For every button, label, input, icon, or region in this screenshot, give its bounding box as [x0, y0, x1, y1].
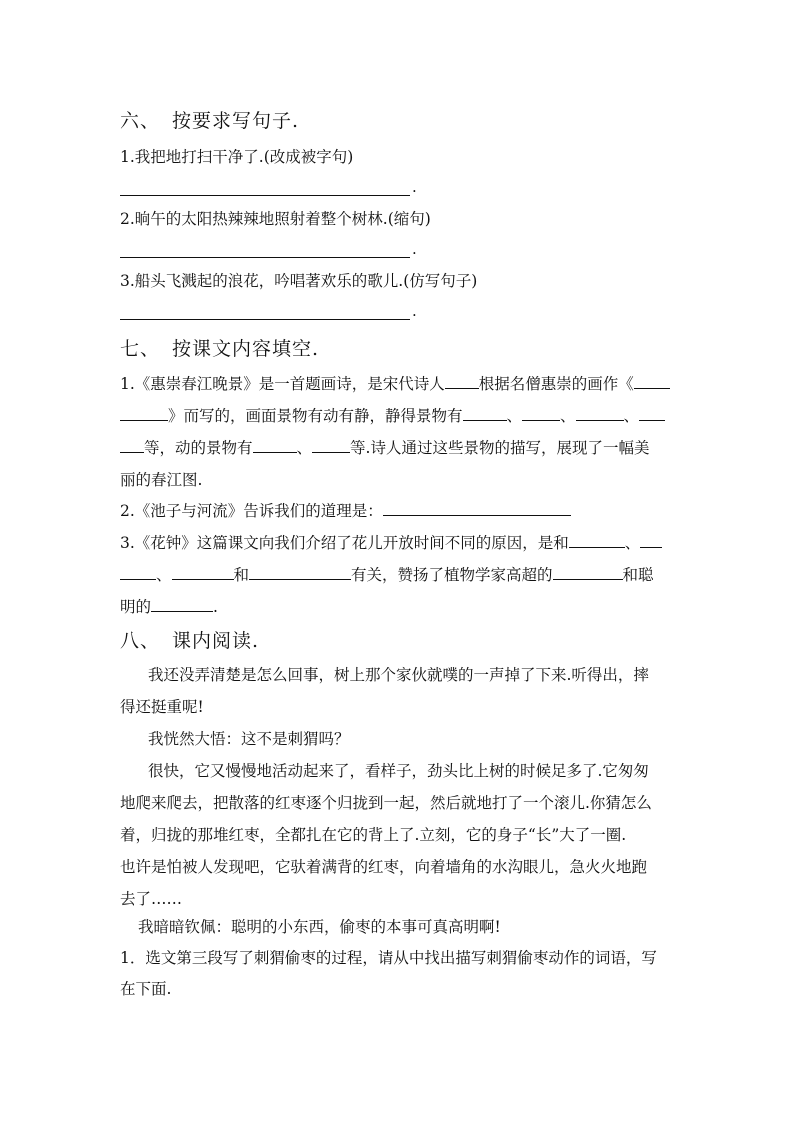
blank-lesson[interactable]: [383, 499, 571, 516]
section-six-question-2: 2.晌午的太阳热辣辣地照射着整个树林.(缩句): [120, 210, 431, 228]
blank-painting-part1[interactable]: [634, 372, 670, 389]
reading-paragraph-3-line4: 也许是怕被人发现吧，它驮着满背的红枣，向着墙角的水沟眼儿，急火火地跑: [120, 858, 648, 876]
section-six-number: 六、: [120, 110, 161, 132]
section-seven-heading: [120, 334, 319, 361]
section-eight-title: 课内阅读.: [172, 630, 260, 652]
section-seven-q3-line2: 、 和 有关，赞扬了植物学家高超的 和聪: [120, 563, 654, 585]
reading-question-1-line2: 在下面.: [120, 980, 172, 998]
blank-static-2[interactable]: [522, 404, 560, 421]
section-six-question-3: 3.船头飞溅起的浪花，吟唱著欢乐的歌儿.(仿写句子): [120, 272, 478, 290]
reading-paragraph-3-line1: 很快，它又慢慢地活动起来了，看样子，劲头比上树的时候足多了.它匆匆: [148, 762, 649, 780]
blank-reason-2-part2[interactable]: [120, 563, 156, 580]
blank-static-3[interactable]: [576, 404, 624, 421]
section-six-heading: [120, 106, 299, 133]
blank-static-4-part2[interactable]: [120, 436, 144, 453]
blank-reason-4[interactable]: [249, 563, 351, 580]
blank-static-4-part1[interactable]: [639, 404, 665, 421]
section-seven-q1-line4: 丽的春江图.: [120, 471, 203, 489]
section-seven-q1-line3: 等，动的景物有 、 等.诗人通过这些景物的描写，展现了一幅美: [120, 436, 649, 458]
section-six-title: 按要求写句子.: [172, 110, 300, 132]
answer-rule[interactable]: [120, 175, 410, 196]
blank-reason-1[interactable]: [569, 531, 625, 548]
section-eight-heading: [120, 626, 259, 653]
reading-paragraph-3-line2: 地爬来爬去，把散落的红枣逐个归拢到一起，然后就地打了一个滚儿.你猜怎么: [120, 794, 652, 812]
answer-rule[interactable]: [120, 237, 410, 258]
reading-paragraph-3-line5: 去了……: [120, 890, 183, 908]
reading-paragraph-4: 我暗暗钦佩：聪明的小东西，偷枣的本事可真高明啊!: [138, 918, 501, 936]
section-seven-q1-line1: 1.《惠崇春江晚景》是一首题画诗，是宋代诗人 根据名僧惠崇的画作《: [120, 372, 670, 394]
reading-paragraph-1-line2: 得还挺重呢!: [120, 698, 204, 716]
blank-wisdom[interactable]: [151, 595, 213, 612]
section-seven-q1-line2: 》而写的，画面景物有动有静，静得景物有 、 、 、: [120, 404, 665, 426]
reading-paragraph-1-line1: 我还没弄清楚是怎么回事，树上那个家伙就噗的一声掉了下来.听得出，摔: [148, 666, 649, 684]
blank-poet[interactable]: [445, 372, 479, 389]
blank-reason-2-part1[interactable]: [640, 531, 662, 548]
blank-static-1[interactable]: [463, 404, 507, 421]
answer-line-3[interactable]: .: [120, 296, 417, 320]
section-seven-title: 按课文内容填空.: [172, 338, 320, 360]
section-six-question-1: 1.我把地打扫干净了.(改成被字句): [120, 148, 354, 166]
answer-rule[interactable]: [120, 299, 410, 320]
blank-dynamic-1[interactable]: [253, 436, 297, 453]
blank-painting-part2[interactable]: [120, 404, 168, 421]
reading-paragraph-2: 我恍然大悟：这不是刺猬吗？: [148, 730, 350, 748]
blank-dynamic-2[interactable]: [312, 436, 350, 453]
section-seven-q2: 2.《池子与河流》告诉我们的道理是：: [120, 499, 571, 521]
section-seven-number: 七、: [120, 338, 161, 360]
blank-skill[interactable]: [553, 563, 623, 580]
answer-line-1[interactable]: .: [120, 172, 417, 196]
reading-question-1-line1: 1．选文第三段写了刺猬偷枣的过程，请从中找出描写刺猬偷枣动作的词语，写: [120, 949, 657, 967]
answer-line-2[interactable]: .: [120, 234, 417, 258]
section-eight-number: 八、: [120, 630, 161, 652]
blank-reason-3[interactable]: [172, 563, 234, 580]
reading-paragraph-3-line3: 着，归拢的那堆红枣，全都扎在它的背上了.立刻，它的身子“长”大了一圈.: [120, 826, 627, 844]
section-seven-q3-line3: 明的 .: [120, 595, 218, 617]
section-seven-q3-line1: 3.《花钟》这篇课文向我们介绍了花儿开放时间不同的原因，是和 、: [120, 531, 662, 553]
